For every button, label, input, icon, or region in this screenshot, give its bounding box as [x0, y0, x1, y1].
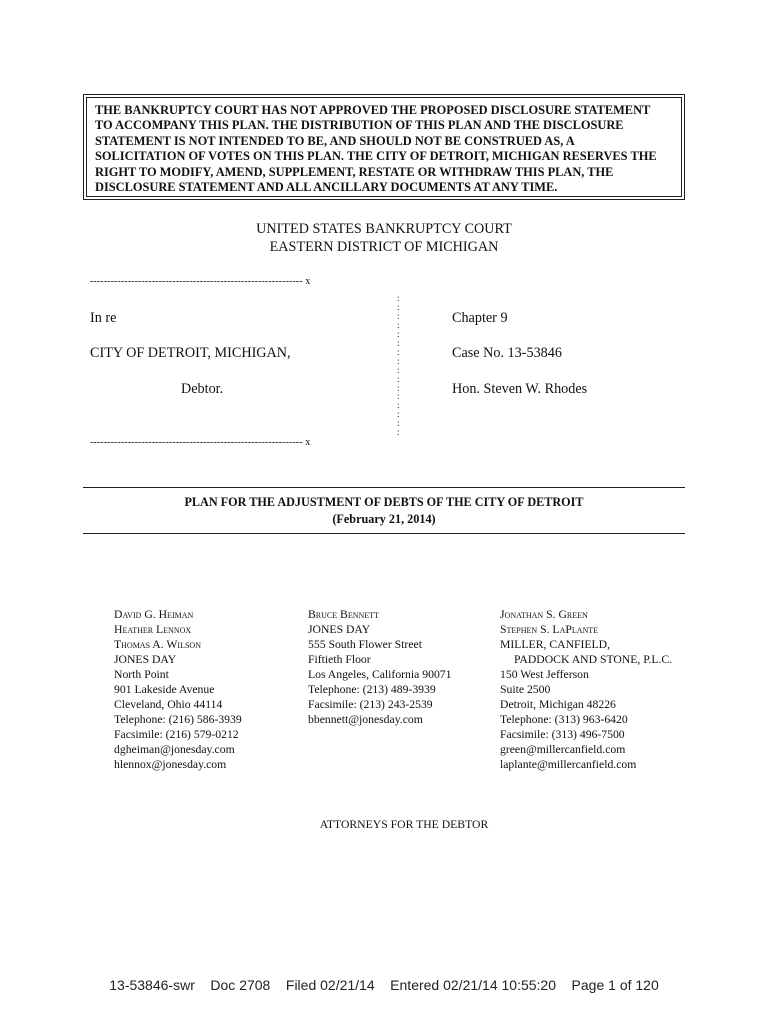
- attorney-block-jones-day-los-angeles: [308, 607, 451, 727]
- attorney-name: David G. Heiman: [114, 608, 194, 621]
- case-number: Case No. 13-53846: [452, 345, 562, 361]
- caption-colon-column: : : : : : : : : : : : : : : : :: [397, 293, 400, 438]
- address-line: Los Angeles, California 90071: [308, 668, 452, 681]
- attorney-block-miller-canfield: [500, 607, 672, 772]
- notice-line: STATEMENT IS NOT INTENDED TO BE, AND SHOULD NOT BE CONSTRUED AS, A: [95, 133, 575, 148]
- email: green@millercanfield.com: [500, 743, 626, 756]
- address-line: Suite 2500: [500, 683, 551, 696]
- address-line: 901 Lakeside Avenue: [114, 683, 215, 696]
- in-re-label: In re: [90, 310, 117, 326]
- address-line: Detroit, Michigan 48226: [500, 698, 616, 711]
- court-name: UNITED STATES BANKRUPTCY COURT: [256, 221, 512, 237]
- title-bottom-rule: [83, 533, 685, 534]
- disclosure-notice-box: [83, 94, 685, 200]
- disclosure-notice-inner: [86, 97, 682, 197]
- email: dgheiman@jonesday.com: [114, 743, 235, 756]
- telephone: Telephone: (216) 586-3939: [114, 713, 242, 726]
- plan-date: (February 21, 2014): [332, 512, 436, 526]
- attorney-name: Thomas A. Wilson: [114, 638, 201, 651]
- filing-footer: 13-53846-swr Doc 2708 Filed 02/21/14 Entered 02/21/14 10:55:20 Page 1 of 120: [109, 977, 659, 993]
- caption-bottom-dashes: -------------------------------------------------------------- x: [90, 437, 311, 448]
- title-top-rule: [83, 487, 685, 488]
- telephone: Telephone: (313) 963-6420: [500, 713, 628, 726]
- notice-line: THE BANKRUPTCY COURT HAS NOT APPROVED THE PROPOSED DISCLOSURE STATEMENT: [95, 103, 651, 117]
- facsimile: Facsimile: (213) 243-2539: [308, 698, 433, 711]
- address-line: Cleveland, Ohio 44114: [114, 698, 223, 711]
- caption-top-dashes: -------------------------------------------------------------- x: [90, 276, 311, 287]
- firm-name: MILLER, CANFIELD,: [500, 638, 611, 651]
- address-line: North Point: [114, 668, 169, 681]
- email: bbennett@jonesday.com: [308, 713, 423, 726]
- debtor-name: CITY OF DETROIT, MICHIGAN,: [90, 345, 291, 361]
- attorney-block-jones-day-cleveland: [114, 607, 242, 772]
- notice-line: RIGHT TO MODIFY, AMEND, SUPPLEMENT, RESTATE OR WITHDRAW THIS PLAN, THE: [95, 164, 614, 179]
- notice-line: SOLICITATION OF VOTES ON THIS PLAN. THE CITY OF DETROIT, MICHIGAN RESERVES THE: [95, 149, 657, 164]
- notice-line: TO ACCOMPANY THIS PLAN. THE DISTRIBUTION OF THIS PLAN AND THE DISCLOSURE: [95, 118, 624, 133]
- firm-name: JONES DAY: [114, 653, 177, 666]
- attorney-name: Stephen S. LaPlante: [500, 623, 599, 636]
- telephone: Telephone: (213) 489-3939: [308, 683, 436, 696]
- attorney-name: Heather Lennox: [114, 623, 192, 636]
- attorney-name: Jonathan S. Green: [500, 608, 588, 621]
- debtor-label: Debtor.: [181, 381, 224, 397]
- email: hlennox@jonesday.com: [114, 758, 227, 771]
- facsimile: Facsimile: (216) 579-0212: [114, 728, 239, 741]
- attorney-name: Bruce Bennett: [308, 608, 379, 621]
- address-line: 150 West Jefferson: [500, 668, 589, 681]
- court-district: EASTERN DISTRICT OF MICHIGAN: [269, 239, 499, 255]
- firm-name-continued: PADDOCK AND STONE, P.L.C.: [514, 653, 673, 666]
- address-line: Fiftieth Floor: [308, 653, 371, 666]
- attorneys-for-debtor-label: ATTORNEYS FOR THE DEBTOR: [319, 818, 489, 831]
- address-line: 555 South Flower Street: [308, 638, 422, 651]
- email: laplante@millercanfield.com: [500, 758, 637, 771]
- notice-line: DISCLOSURE STATEMENT AND ALL ANCILLARY DOCUMENTS AT ANY TIME.: [95, 180, 558, 195]
- plan-title: PLAN FOR THE ADJUSTMENT OF DEBTS OF THE CITY OF DETROIT: [184, 495, 584, 509]
- judge-name: Hon. Steven W. Rhodes: [452, 381, 588, 397]
- facsimile: Facsimile: (313) 496-7500: [500, 728, 625, 741]
- firm-name: JONES DAY: [308, 623, 371, 636]
- chapter-label: Chapter 9: [452, 310, 508, 326]
